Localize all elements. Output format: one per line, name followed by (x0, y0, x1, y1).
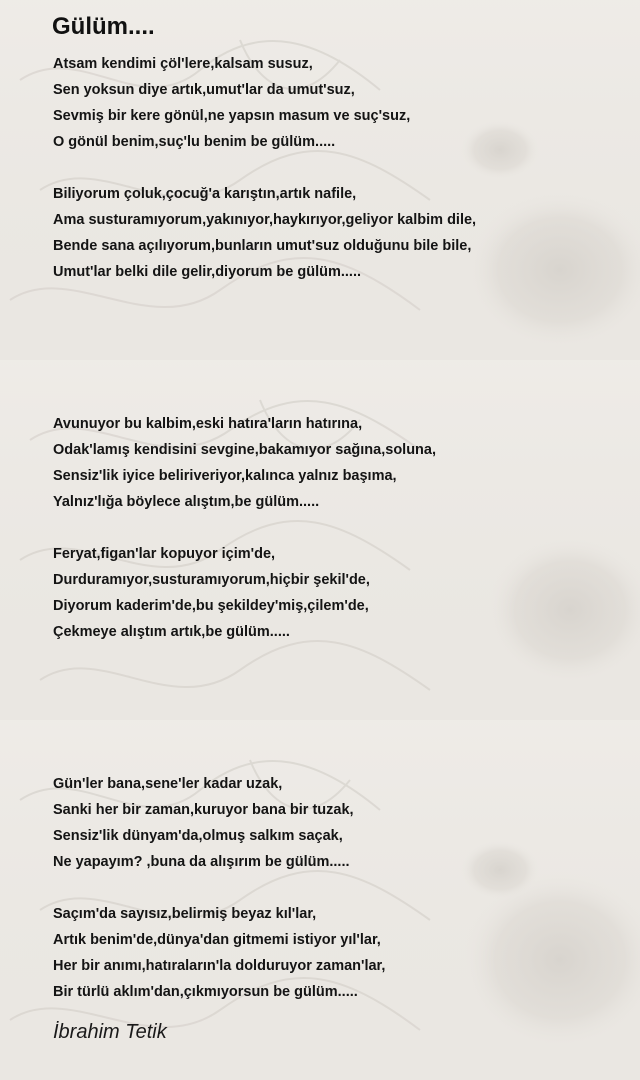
poem-title: Gülüm.... (52, 13, 155, 40)
stanza-1 (53, 51, 410, 155)
poem-line: Avunuyor bu kalbim,eski hatıra'ların hatırına, (53, 416, 363, 432)
poem-line: Bir türlü aklım'dan,çıkmıyorsun be gülüm..... (53, 984, 358, 1000)
poem-line: Odak'lamış kendisini sevgine,bakamıyor sağına,soluna, (53, 442, 437, 458)
poem-line: Durduramıyor,susturamıyorum,hiçbir şekil'de, (53, 572, 370, 588)
stanza-6 (53, 901, 385, 1005)
poem-line: Ama susturamıyorum,yakınıyor,haykırıyor,geliyor kalbim dile, (53, 212, 477, 228)
poem-line: Sen yoksun diye artık,umut'lar da umut'suz, (53, 82, 355, 98)
stanza-5 (53, 771, 354, 875)
poem-line: Biliyorum çoluk,çocuğ'a karıştın,artık nafile, (53, 186, 357, 202)
poem-line: Atsam kendimi çöl'lere,kalsam susuz, (53, 56, 313, 72)
poem-line: Sevmiş bir kere gönül,ne yapsın masum ve suç'suz, (53, 108, 411, 124)
poem-line: Saçım'da sayısız,belirmiş beyaz kıl'lar, (53, 906, 317, 922)
stanza-4 (53, 541, 370, 645)
poem-line: Sensiz'lik iyice beliriveriyor,kalınca yalnız başıma, (53, 468, 397, 484)
poem-line: Umut'lar belki dile gelir,diyorum be gülüm..... (53, 264, 362, 280)
poem-line: Ne yapayım? ,buna da alışırım be gülüm..... (53, 854, 350, 870)
stanza-3 (53, 411, 436, 515)
poem-line: Bende sana açılıyorum,bunların umut'suz olduğunu bile bile, (53, 238, 472, 254)
poem-line: Diyorum kaderim'de,bu şekildey'miş,çilem'de, (53, 598, 369, 614)
poem-line: Sensiz'lik dünyam'da,olmuş salkım saçak, (53, 828, 343, 844)
poem-line: Gün'ler bana,sene'ler kadar uzak, (53, 776, 283, 792)
poem-line: O gönül benim,suç'lu benim be gülüm..... (53, 134, 336, 150)
poem-line: Sanki her bir zaman,kuruyor bana bir tuzak, (53, 802, 354, 818)
poem-line: Artık benim'de,dünya'dan gitmemi istiyor yıl'lar, (53, 932, 381, 948)
poem-line: Çekmeye alıştım artık,be gülüm..... (53, 624, 290, 640)
poem-line: Yalnız'lığa böylece alıştım,be gülüm..... (53, 494, 320, 510)
poem-author: İbrahim Tetik (53, 1021, 167, 1043)
poem-line: Her bir anımı,hatıraların'la dolduruyor zaman'lar, (53, 958, 386, 974)
stanza-2 (53, 181, 476, 285)
poem-line: Feryat,figan'lar kopuyor içim'de, (53, 546, 276, 562)
